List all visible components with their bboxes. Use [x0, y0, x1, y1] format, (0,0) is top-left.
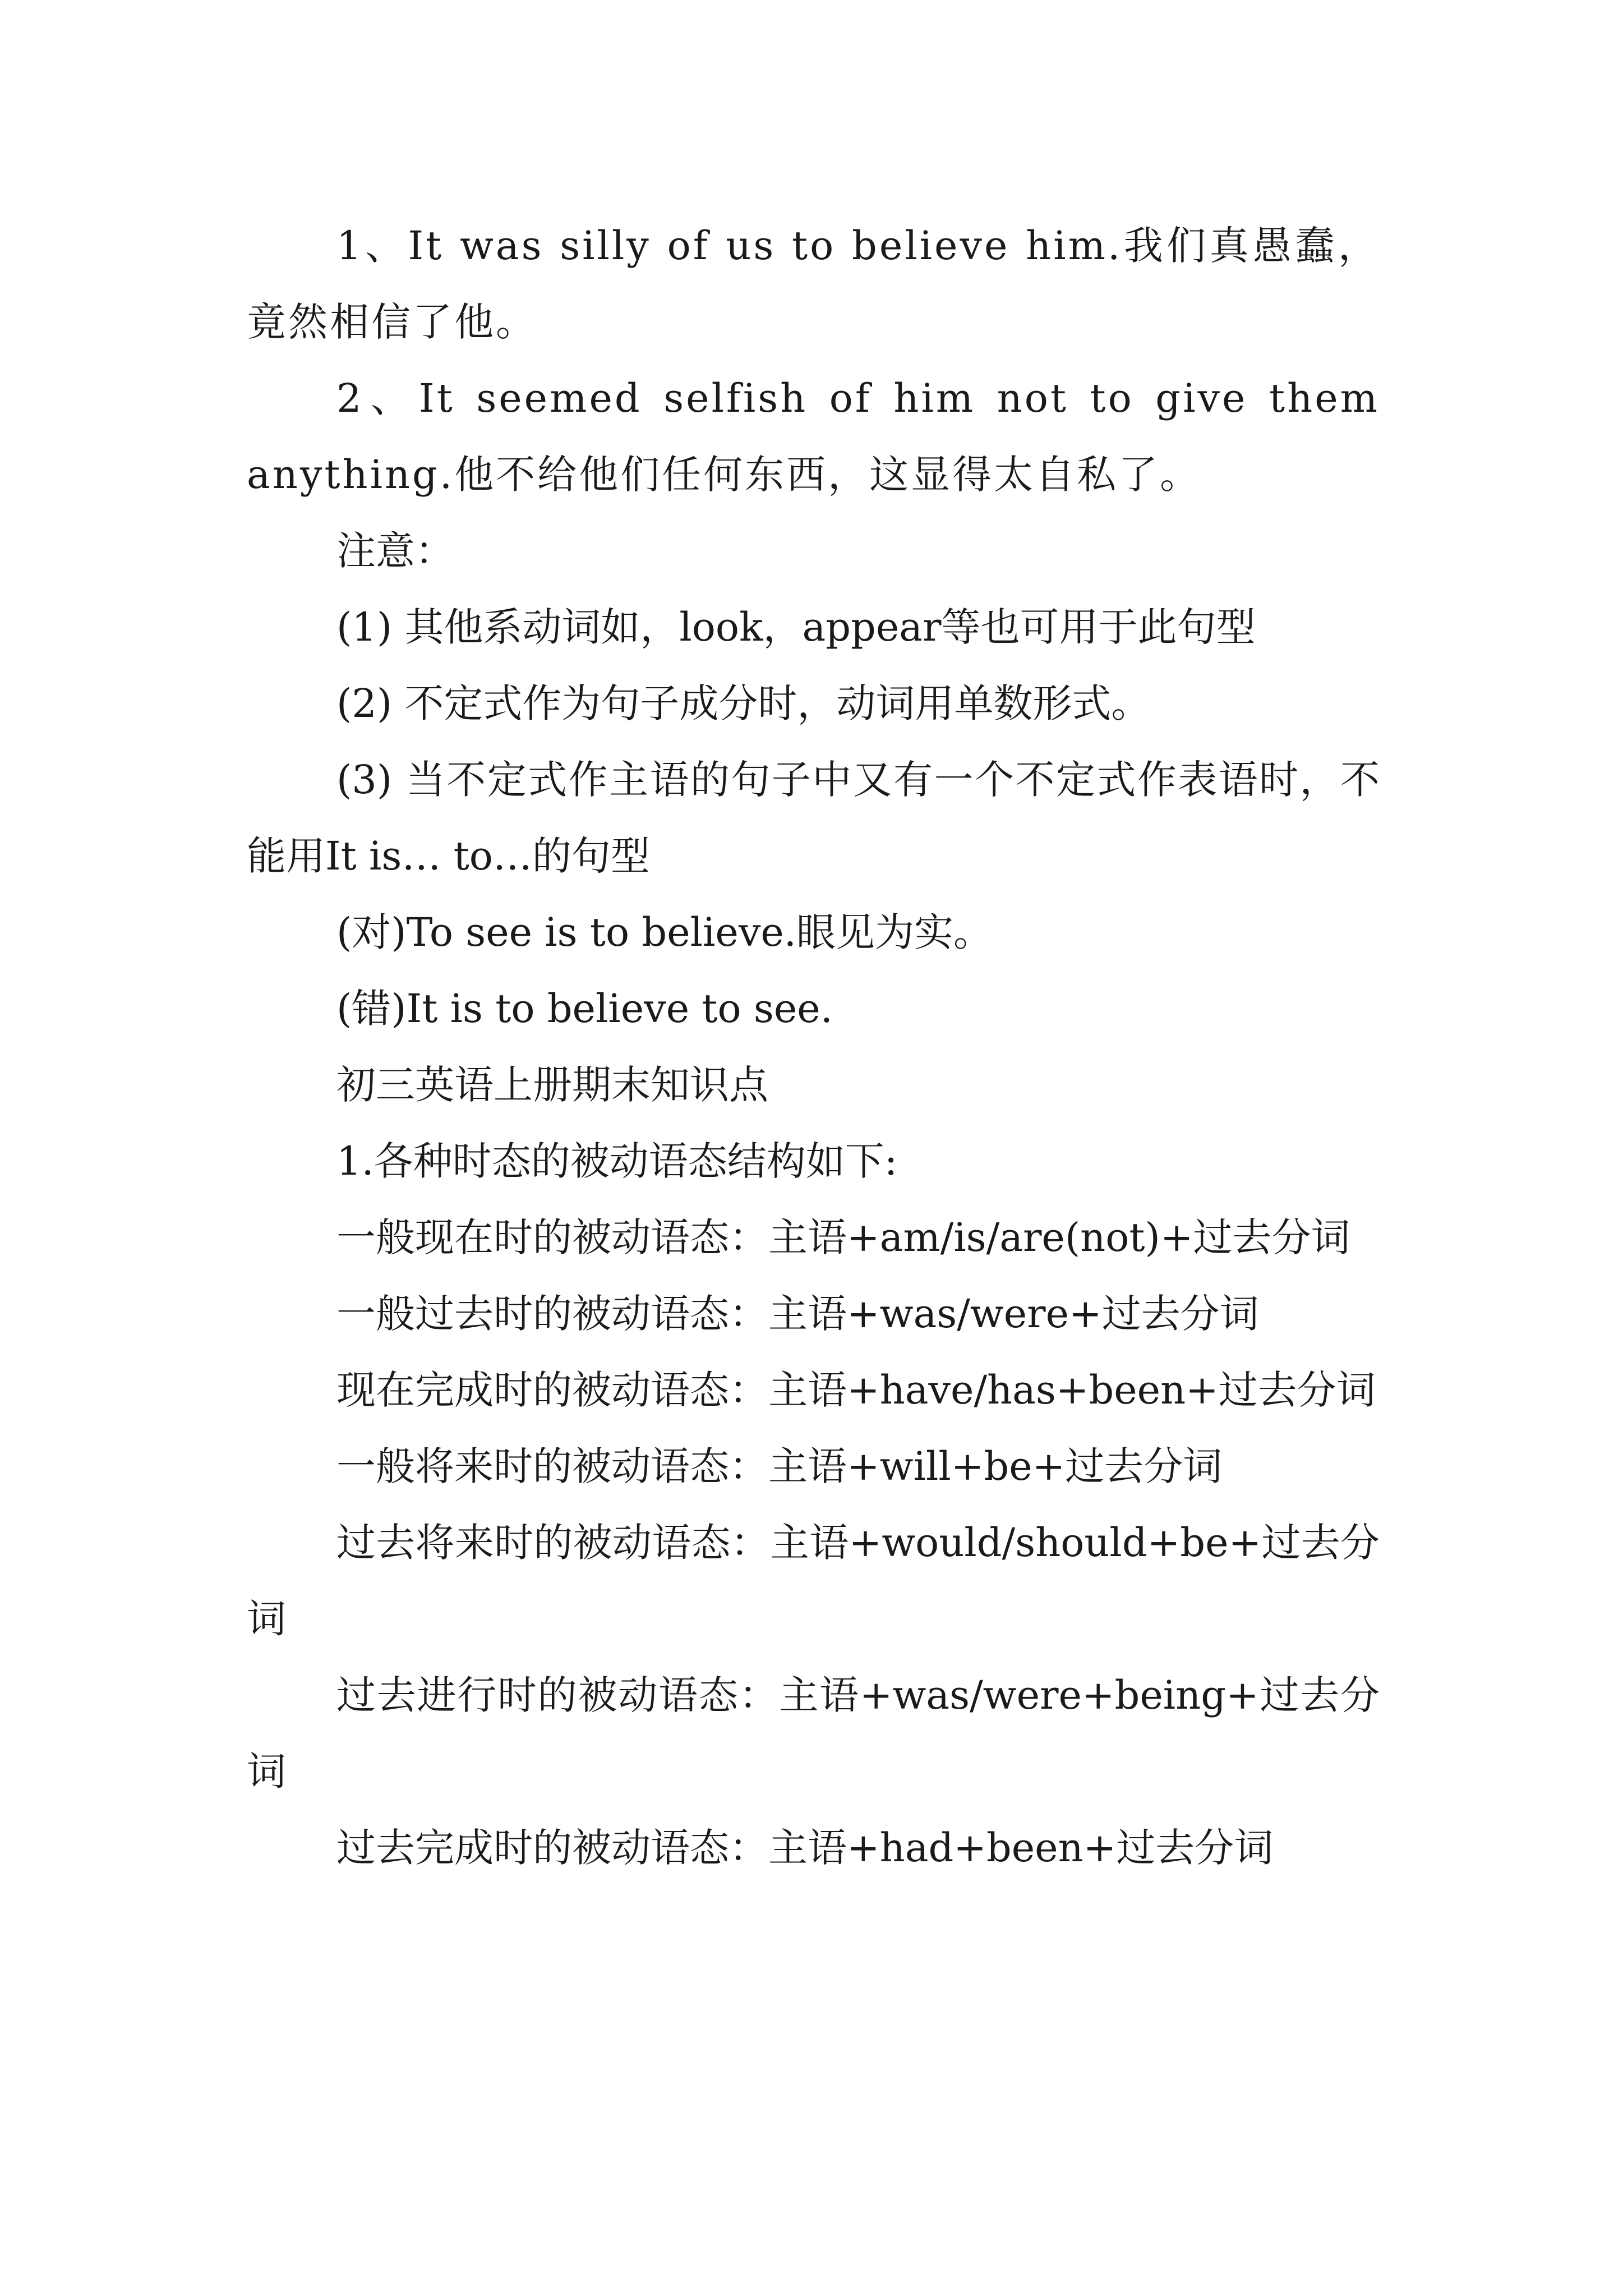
note-item-3: (3) 当不定式作主语的句子中又有一个不定式作表语时，不能用It is… to…的句型 [247, 757, 1380, 879]
note-item-2: (2) 不定式作为句子成分时，动词用单数形式。 [336, 680, 1151, 726]
passive-simple-future: 一般将来时的被动语态：主语+will+be+过去分词 [336, 1443, 1223, 1489]
note-heading: 注意： [336, 528, 454, 574]
passive-simple-past: 一般过去时的被动语态：主语+was/were+过去分词 [336, 1291, 1259, 1337]
passive-simple-present: 一般现在时的被动语态：主语+am/is/are(not)+过去分词 [336, 1214, 1350, 1260]
passive-present-perfect: 现在完成时的被动语态：主语+have/has+been+过去分词 [336, 1367, 1376, 1413]
passive-past-continuous: 过去进行时的被动语态：主语+was/were+being+过去分词 [247, 1672, 1380, 1795]
correct-example: (对)To see is to believe.眼见为实。 [336, 909, 993, 955]
passive-voice-intro: 1.各种时态的被动语态结构如下: [336, 1138, 898, 1184]
section-heading: 初三英语上册期末知识点 [336, 1062, 768, 1108]
document-body [247, 208, 1380, 1886]
note-item-1: (1) 其他系动词如，look，appear等也可用于此句型 [336, 604, 1256, 650]
passive-future-in-past: 过去将来时的被动语态：主语+would/should+be+过去分词 [247, 1520, 1380, 1642]
passive-past-perfect: 过去完成时的被动语态：主语+had+been+过去分词 [336, 1825, 1274, 1871]
example-sentence-2: 2、It seemed selfish of him not to give them anything.他不给他们任何东西，这显得太自私了。 [247, 375, 1380, 498]
example-sentence-1: 1、It was silly of us to believe him.我们真愚蠢，竟然相信了他。 [247, 223, 1380, 345]
wrong-example: (错)It is to believe to see. [336, 986, 833, 1032]
